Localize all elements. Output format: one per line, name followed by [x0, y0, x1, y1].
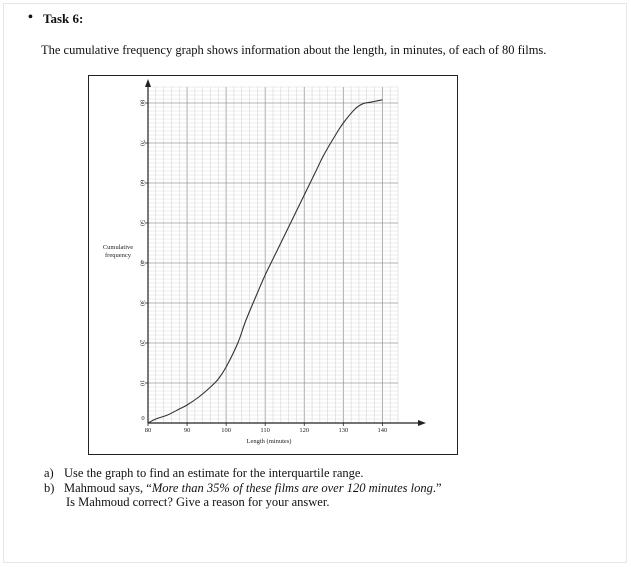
x-tick-label: 90	[183, 427, 191, 434]
y-tick-label: 70	[138, 139, 146, 147]
y-tick-label: 20	[138, 339, 146, 347]
x-tick-label: 140	[377, 427, 388, 434]
y-axis-arrow	[145, 79, 151, 87]
y-axis-label: frequency	[105, 252, 131, 259]
question-b-pre: Mahmoud says, “	[64, 480, 152, 495]
y-tick-label: 60	[138, 179, 146, 187]
question-a-text: Use the graph to find an estimate for the interquartile range.	[64, 466, 364, 480]
y-axis-label: Cumulative	[102, 244, 134, 251]
x-axis-arrow	[418, 420, 426, 426]
question-b-line2: Is Mahmoud correct? Give a reason for your answer.	[66, 495, 330, 509]
intro-text: The cumulative frequency graph shows information about the length, in minutes, of each of 80 films.	[41, 43, 547, 57]
question-a-label: a)	[44, 466, 54, 480]
y-tick-label: 50	[138, 219, 146, 227]
y-tick-label: 30	[138, 299, 146, 307]
task-title: Task 6:	[43, 11, 84, 26]
x-axis-label: Length (minutes)	[246, 438, 292, 445]
bullet: •	[28, 10, 33, 25]
y-tick-label: 10	[138, 379, 146, 387]
x-tick-label: 130	[338, 427, 349, 434]
x-tick-label: 80	[144, 427, 152, 434]
question-b-post: .”	[432, 480, 442, 495]
x-tick-label: 120	[299, 427, 310, 434]
y-tick-label: 80	[138, 99, 146, 107]
x-tick-label: 110	[260, 427, 270, 434]
task-heading	[28, 10, 84, 27]
questions	[44, 466, 442, 510]
question-a	[44, 466, 442, 481]
x-tick-label: 100	[221, 427, 231, 434]
origin-label: 0	[141, 415, 145, 422]
question-b-quote: More than 35% of these films are over 120 minutes long	[151, 480, 433, 495]
cumulative-frequency-chart	[88, 75, 458, 455]
question-b	[44, 481, 442, 496]
question-b-label: b)	[44, 480, 55, 495]
y-tick-label: 40	[138, 259, 146, 267]
